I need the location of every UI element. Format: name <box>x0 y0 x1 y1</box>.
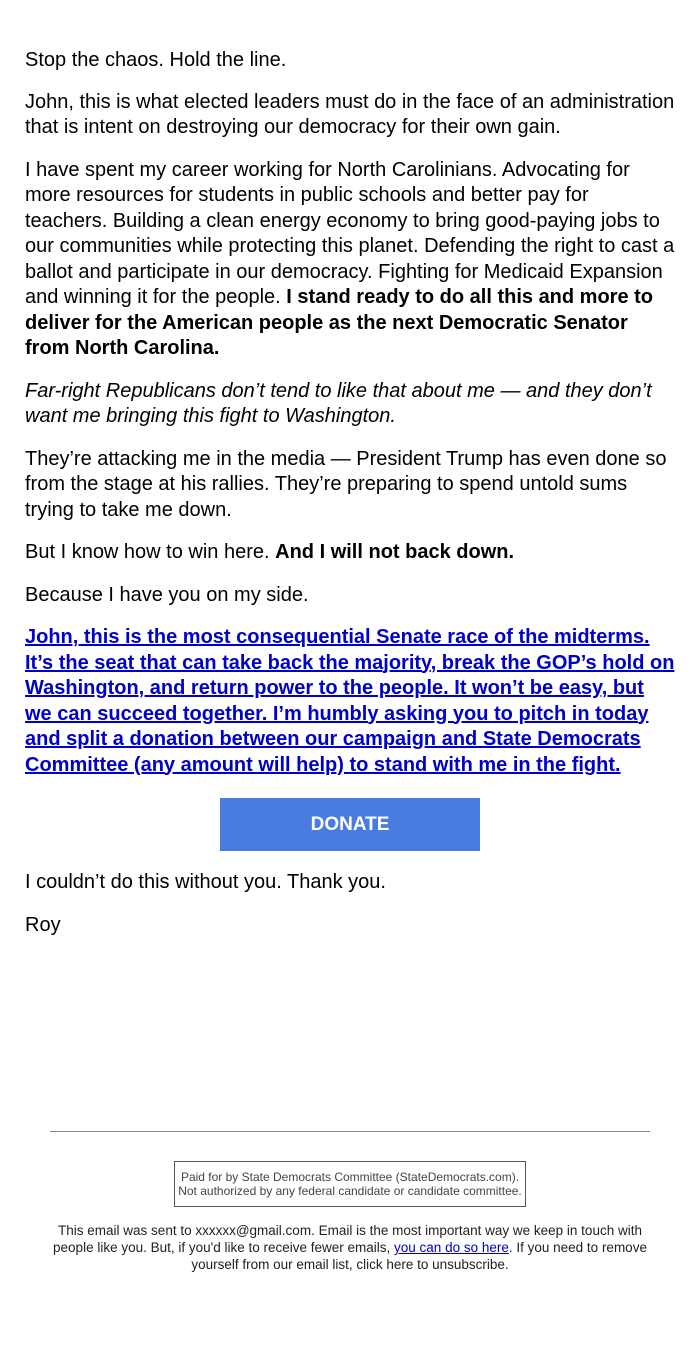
paid-for-disclaimer: Paid for by State Democrats Committee (StateDemocrats.com). Not authorized by any federal candidate or candidate committee. <box>174 1161 526 1207</box>
opening-line: Stop the chaos. Hold the line. <box>25 49 287 71</box>
donate-button[interactable]: DONATE <box>220 798 480 851</box>
paragraph-thank-you: I couldn’t do this without you. Thank you. <box>25 871 386 893</box>
paragraph-career <box>25 158 675 362</box>
footer-part1: This email was sent to <box>58 1223 196 1238</box>
footer-text <box>50 1222 650 1273</box>
career-bold-text: I stand ready to do all this and more to deliver for the American people as the next Democratic Senator from North Carolina. <box>25 286 654 359</box>
win-bold-text: And I will not back down. <box>275 541 515 563</box>
footer-divider <box>50 1131 650 1132</box>
paragraph-administration: John, this is what elected leaders must do in the face of an administration that is intent on destroying our democracy for their own gain. <box>25 90 675 138</box>
donate-button-container <box>25 798 675 851</box>
paragraph-attacks: They’re attacking me in the media — President Trump has even done so from the stage at his rallies. They’re preparing to spend untold sums trying to take me down. <box>25 447 667 521</box>
fewer-emails-link[interactable]: you can do so here <box>394 1240 509 1255</box>
paragraph-win <box>25 540 675 566</box>
career-text: I have spent my career working for North Carolinians. Advocating for more resources for students in public schools and better pay for teachers. Building a clean energy economy to bring good-paying jobs to our communities while protecting this planet. Defending the right to cast a ballot and participate in our democracy. Fighting for Medicaid Expansion and winning it for the people. <box>25 158 675 308</box>
win-text: But I know how to win here. <box>25 541 276 563</box>
cta-donation-link[interactable]: John, this is the most consequential Senate race of the midterms. It’s the seat that can take back the majority, break the GOP’s hold on Washington, and return power to the people. It won’t be easy, but we can succeed together. I’m humbly asking you to pitch in today and split a donation between our campaign and State Democrats Committee (any amount will help) to stand with me in the fight. <box>25 626 675 776</box>
paragraph-on-my-side: Because I have you on my side. <box>25 583 309 606</box>
recipient-email: xxxxxx@gmail.com <box>195 1223 312 1238</box>
far-right-italic-text: Far-right Republicans don’t tend to like that about me — and they don’t want me bringing this fight to Washington. <box>25 379 652 427</box>
paragraph-cta <box>25 625 675 778</box>
spacer <box>0 955 700 1131</box>
paragraph-far-right <box>25 379 675 430</box>
footer-part3: . If you need to remove yourself from our email list, click here to unsubscribe. <box>191 1240 647 1272</box>
footer-part2: . Email is the most important way we keep in touch with people like you. But, if you'd like to receive fewer emails, <box>53 1223 642 1255</box>
signature: Roy <box>25 913 61 936</box>
